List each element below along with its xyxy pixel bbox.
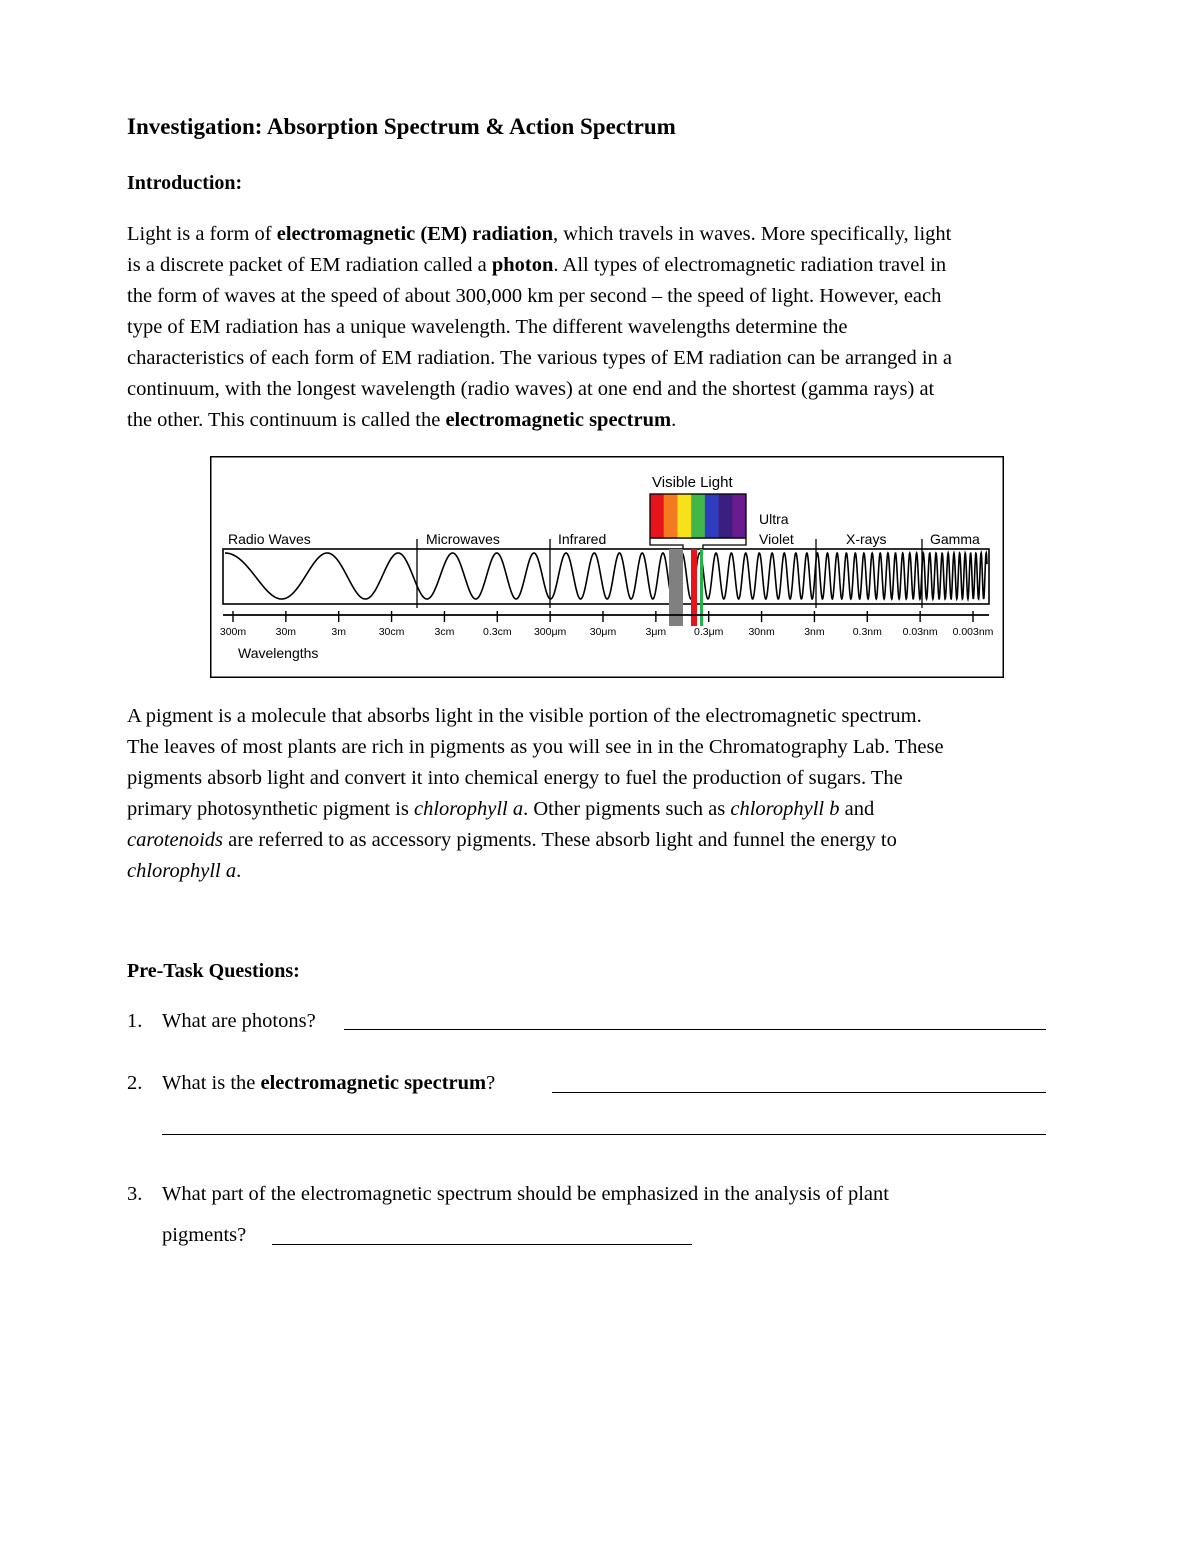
axis-tick-label: 0.03nm — [902, 626, 938, 638]
italic-term: chlorophyll a — [413, 798, 524, 820]
bold-term: electromagnetic (EM) radiation — [276, 223, 554, 245]
question-3-text-continued: pigments? — [162, 1224, 247, 1246]
italic-term: chlorophyll a — [127, 860, 237, 882]
question-2-answer-line[interactable] — [552, 1092, 1046, 1093]
axis-tick-label: 30nm — [748, 626, 775, 638]
bold-term: electromagnetic spectrum — [445, 409, 672, 431]
pigment-line: A pigment is a molecule that absorbs light in the visible portion of the electromagnetic spectrum. — [127, 705, 922, 727]
text-run: ? — [486, 1072, 496, 1094]
question-3-answer-line[interactable] — [272, 1244, 692, 1245]
pigment-line — [127, 794, 1087, 825]
band-label-infrared: Infrared — [558, 531, 607, 547]
spectrum-color-band — [719, 494, 733, 538]
intro-line: type of EM radiation has a unique wavelength. The different wavelengths determine the — [127, 316, 848, 338]
band-label-radio: Radio Waves — [228, 531, 311, 547]
text-run: . — [236, 860, 242, 882]
axis-tick-label: 300μm — [533, 626, 567, 638]
text-run: primary photosynthetic pigment is — [127, 798, 414, 820]
spectrum-color-band — [664, 494, 678, 538]
visible-spectrum-bar — [650, 494, 746, 538]
spectrum-color-band — [650, 494, 664, 538]
spectrum-color-band — [691, 494, 705, 538]
question-2-number: 2. — [127, 1072, 143, 1094]
text-run: , which travels in waves. More specifically, light — [553, 223, 952, 245]
spectrum-color-band — [705, 494, 719, 538]
axis-tick-label: 0.3nm — [852, 626, 882, 638]
pigment-line — [127, 825, 1087, 856]
question-3-text: What part of the electromagnetic spectrum should be emphasized in the analysis of plant — [162, 1183, 889, 1205]
axis-tick-label: 3m — [331, 626, 347, 638]
axis-tick-label: 3cm — [434, 626, 455, 638]
italic-term: chlorophyll b — [730, 798, 840, 820]
text-run: What is the — [162, 1072, 261, 1094]
introduction-paragraph — [127, 219, 1087, 436]
axis-tick-label: 3μm — [645, 626, 667, 638]
text-run: . All types of electromagnetic radiation travel in — [553, 254, 947, 276]
axis-tick-label: 300m — [219, 626, 247, 638]
bold-term: photon — [491, 254, 554, 276]
axis-tick-label: 30μm — [589, 626, 617, 638]
intro-line — [127, 250, 1087, 281]
ultra-label: Ultra — [759, 511, 789, 527]
em-spectrum-diagram — [210, 456, 1004, 678]
question-2-text — [162, 1072, 495, 1095]
spectrum-color-band — [677, 494, 691, 538]
intro-line — [127, 219, 1087, 250]
text-run: . — [671, 409, 677, 431]
italic-term: carotenoids — [127, 829, 224, 851]
axis-tick-label: 0.003nm — [952, 626, 994, 638]
intro-line: continuum, with the longest wavelength (radio waves) at one end and the shortest (gamma rays) at — [127, 378, 935, 400]
pigment-line — [127, 856, 1087, 887]
pigment-line: The leaves of most plants are rich in pigments as you will see in in the Chromatography Lab. These — [127, 736, 944, 758]
intro-line: characteristics of each form of EM radiation. The various types of EM radiation can be arranged in a — [127, 347, 952, 369]
visible-light-label: Visible Light — [652, 474, 733, 491]
text-run: . Other pigments such as — [523, 798, 731, 820]
intro-line: the form of waves at the speed of about 300,000 km per second – the speed of light. However, each — [127, 285, 942, 307]
axis-tick-label: 30cm — [378, 626, 405, 638]
em-spectrum-figure — [210, 456, 1004, 678]
pretask-heading: Pre-Task Questions: — [127, 960, 300, 982]
introduction-heading: Introduction: — [127, 172, 243, 194]
text-run: is a discrete packet of EM radiation called a — [127, 254, 492, 276]
question-1-answer-line[interactable] — [344, 1029, 1046, 1030]
band-label-gamma: Gamma — [930, 531, 980, 547]
axis-tick-label: 0.3μm — [694, 626, 724, 638]
text-run: and — [839, 798, 875, 820]
question-3-number: 3. — [127, 1183, 143, 1205]
axis-tick-label: 0.3cm — [482, 626, 512, 638]
text-run: Light is a form of — [127, 223, 277, 245]
intro-line — [127, 405, 1087, 436]
pigment-paragraph — [127, 701, 1087, 887]
spectrum-color-band — [732, 494, 746, 538]
axis-tick-label: 30m — [275, 626, 297, 638]
band-label-microwaves: Microwaves — [426, 531, 500, 547]
figure-border — [211, 457, 1004, 678]
question-1-number: 1. — [127, 1010, 143, 1032]
question-1-text: What are photons? — [162, 1010, 316, 1032]
question-2-answer-line-2[interactable] — [162, 1134, 1046, 1135]
violet-label: Violet — [759, 531, 794, 547]
text-run: the other. This continuum is called the — [127, 409, 446, 431]
wavelengths-axis-label: Wavelengths — [238, 645, 319, 661]
text-run: are referred to as accessory pigments. These absorb light and funnel the energy to — [223, 829, 897, 851]
band-label-xrays: X-rays — [846, 531, 887, 547]
page-title: Investigation: Absorption Spectrum & Action Spectrum — [127, 114, 676, 139]
bold-term: electromagnetic spectrum — [260, 1072, 487, 1094]
axis-tick-label: 3nm — [804, 626, 825, 638]
pigment-line: pigments absorb light and convert it into chemical energy to fuel the production of sugars. The — [127, 767, 903, 789]
